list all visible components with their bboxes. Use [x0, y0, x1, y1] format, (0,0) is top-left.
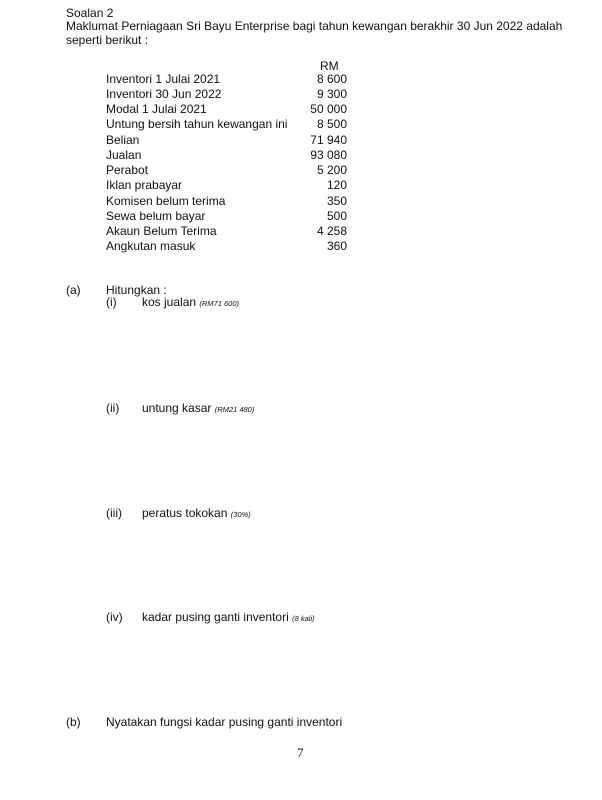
- row-value: 500: [326, 209, 347, 223]
- row-item: Untung bersih tahun kewangan ini: [106, 117, 288, 131]
- row-value: 350: [326, 194, 347, 208]
- page-number: 7: [297, 745, 304, 760]
- part-a-i-answer-hint: (RM71 600): [199, 299, 239, 308]
- row-value: 9 300: [316, 87, 347, 101]
- part-a-instruction: Hitungkan :: [106, 283, 167, 297]
- table-row: [0, 117, 602, 132]
- row-item: Inventori 30 Jun 2022: [106, 87, 222, 101]
- row-item: Jualan: [106, 148, 142, 162]
- row-item: Belian: [106, 133, 140, 147]
- part-a-ii-number: (ii): [106, 401, 120, 415]
- row-item: Inventori 1 Julai 2021: [106, 72, 221, 86]
- row-value: 120: [326, 178, 347, 192]
- table-row: [0, 72, 602, 87]
- row-value: 5 200: [316, 163, 347, 177]
- table-row: [0, 178, 602, 193]
- row-item: Modal 1 Julai 2021: [106, 102, 207, 116]
- table-row: [0, 194, 602, 209]
- table-row: [0, 133, 602, 148]
- table-row: [0, 224, 602, 239]
- row-item: Komisen belum terima: [106, 194, 226, 208]
- row-value: 8 500: [316, 117, 347, 131]
- part-a-iii-question: [142, 506, 251, 522]
- row-value: 71 940: [310, 133, 347, 147]
- part-a-ii-answer-hint: (RM21 480): [214, 405, 255, 414]
- part-a-iv-text: kadar pusing ganti inventori: [142, 610, 289, 624]
- part-a-iv-number: (iv): [106, 610, 123, 624]
- currency-header: RM: [320, 59, 339, 73]
- table-row: [0, 209, 602, 224]
- row-item: Angkutan masuk: [106, 239, 196, 253]
- question-title: Soalan 2: [66, 6, 114, 20]
- row-value: 4 258: [316, 224, 347, 238]
- table-row: [0, 163, 602, 178]
- part-a-i-number: (i): [106, 295, 117, 309]
- intro-line-1: Maklumat Perniagaan Sri Bayu Enterprise bagi tahun kewangan berakhir 30 Jun 2022 adalah: [66, 19, 563, 33]
- row-item: Iklan prabayar: [106, 178, 183, 192]
- table-row: [0, 148, 602, 163]
- table-row: [0, 102, 602, 117]
- row-value: 93 080: [310, 148, 347, 162]
- row-item: Perabot: [106, 163, 149, 177]
- part-a-label: (a): [66, 283, 81, 297]
- part-a-ii-question: [142, 401, 254, 417]
- row-item: Akaun Belum Terima: [106, 224, 217, 238]
- row-value: 50 000: [310, 102, 347, 116]
- part-a-iii-text: peratus tokokan: [142, 506, 228, 520]
- intro-line-2: seperti berikut :: [66, 33, 149, 47]
- row-value: 360: [326, 239, 347, 253]
- row-item: Sewa belum bayar: [106, 209, 206, 223]
- table-row: [0, 87, 602, 102]
- row-value: 8 600: [316, 72, 347, 86]
- part-a-iv-question: [142, 610, 315, 626]
- part-a-iv-answer-hint: (8 kali): [292, 614, 315, 623]
- part-a-i-text: kos jualan: [142, 295, 197, 309]
- part-a-i-question: [142, 295, 239, 311]
- part-b-label: (b): [66, 715, 81, 729]
- part-a-iii-number: (iii): [106, 506, 122, 520]
- part-b-question: Nyatakan fungsi kadar pusing ganti inventori: [106, 715, 343, 729]
- part-a-iii-answer-hint: (30%): [230, 510, 251, 519]
- table-row: [0, 239, 602, 254]
- part-a-ii-text: untung kasar: [142, 401, 212, 415]
